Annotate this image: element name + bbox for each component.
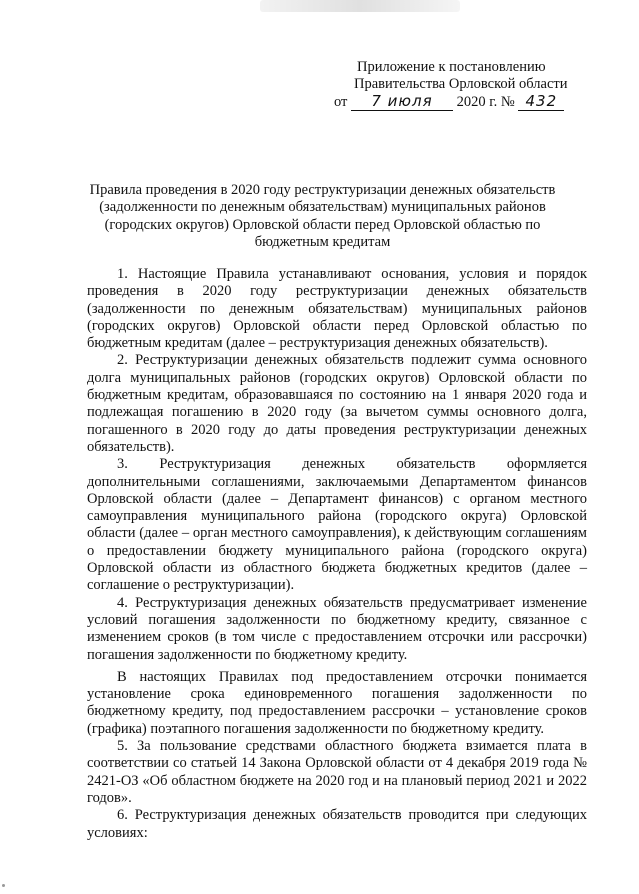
paragraph-6: 6. Реструктуризация денежных обязательств проводится при следующих условиях: — [87, 807, 587, 841]
paragraph-3: 3. Реструктуризация денежных обязательств оформляется дополнительными соглашениями, заключаемыми Департаментом финансов Орловской области (далее – Департамент финансов) с органом местного самоуправления муниципального района (городского округа) Орловской области (далее – орган местного самоуправления), к действующим соглашениям о предоставлении бюджету муниципального района (городского округа) Орловской области из областного бюджета бюджетных кредитов (далее – соглашение о реструктуризации). — [87, 456, 587, 594]
scan-artifact — [260, 0, 460, 12]
annex-header — [332, 59, 602, 111]
document-body — [87, 266, 587, 842]
annex-line-2: Правительства Орловской области — [354, 76, 568, 92]
paragraph-5: 5. За пользование средствами областного бюджета взимается плата в соответствии со статьей 14 Закона Орловской области от 4 декабря 2019 года № 2421-ОЗ «Об областном бюджете на 2020 год и на плановый период 2021 и 2022 годов». — [87, 738, 587, 806]
annex-year-label: 2020 г. № — [456, 94, 515, 110]
annex-date-handwritten: 7 июля — [351, 93, 453, 111]
annex-from-label: от — [334, 94, 348, 110]
paragraph-2: 2. Реструктуризации денежных обязательств подлежит сумма основного долга муниципальных районов (городских округов) Орловской области по бюджетным кредитам, образовавшаяся по состоянию на 1 января 2020 года и подлежащая погашению в 2020 году (за вычетом суммы основного долга, погашенного в 2020 году до даты проведения реструктуризации денежных обязательств). — [87, 352, 587, 455]
annex-number-handwritten: 432 — [518, 93, 564, 111]
paragraph-1: 1. Настоящие Правила устанавливают основания, условия и порядок проведения в 2020 году реструктуризации денежных обязательств (задолженности по денежным обязательствам) муниципальных районов (городских округов) Орловской области перед Орловской областью по бюджетным кредитам (далее – реструктуризация денежных обязательств). — [87, 266, 587, 352]
paragraph-4: 4. Реструктуризация денежных обязательств предусматривает изменение условий погашения задолженности по бюджетному кредиту, связанное с изменением сроков (в том числе с предоставлением отсрочки или рассрочки) погашения задолженности по бюджетному кредиту. — [87, 594, 587, 663]
annex-date-line — [332, 93, 602, 111]
paragraph-4-definition: В настоящих Правилах под предоставлением отсрочки понимается установление срока единовременного погашения задолженности по бюджетному кредиту, под предоставлением рассрочки – установление сроков (графика) поэтапного погашения задолженности по бюджетному кредиту. — [87, 668, 587, 737]
annex-line-1: Приложение к постановлению — [357, 59, 546, 75]
scan-speck — [2, 884, 5, 887]
document-title: Правила проведения в 2020 году реструктуризации денежных обязательств (задолженности по денежным обязательствам) муниципальных районов (городских округов) Орловской области перед Орловской областью по бюджетным кредитам — [89, 182, 556, 250]
